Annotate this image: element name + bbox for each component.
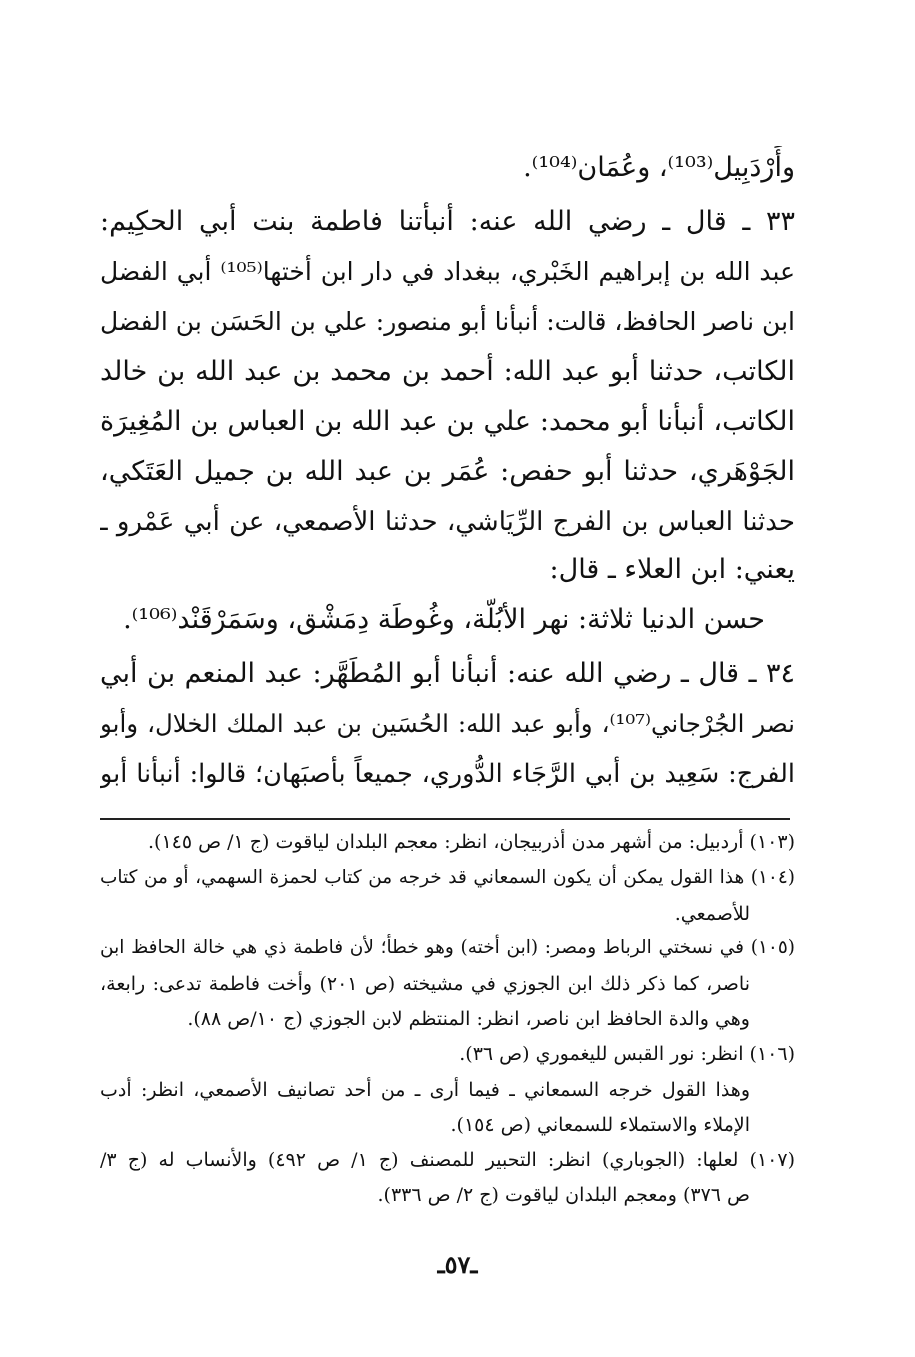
- footnote-105-line-3: وهي والدة الحافظ ابن ناصر، انظر: المنتظم لابن الجوزي (ج ١٠/ص ٨٨).: [187, 1008, 750, 1030]
- footnote-106-line-3: الإملاء والاستملاء للسمعاني (ص ١٥٤).: [450, 1114, 750, 1136]
- page-number: ـ٥٧ـ: [437, 1250, 478, 1279]
- opening-line: وأَرْدَبِيل⁽¹⁰³⁾، وعُمَان⁽¹⁰⁴⁾.: [523, 152, 795, 183]
- footnote-107-line-2: ص ٣٧٦) ومعجم البلدان لياقوت (ج ٢/ ص ٣٣٦).: [377, 1184, 750, 1206]
- paragraph-33-line-5: الكاتب، أنبأنا أبو محمد: علي بن عبد الله بن العباس بن المُغِيرَة: [100, 406, 795, 437]
- paragraph-33-line-1: ٣٣ ـ قال ـ رضي الله عنه: أنبأتنا فاطمة بنت أبي الحكِيم:: [100, 206, 795, 237]
- footnote-107-line-1: (١٠٧) لعلها: (الجوباري) انظر: التحبير للمصنف (ج ١/ ص ٤٩٢) والأنساب له (ج ٣/: [100, 1149, 795, 1171]
- footnote-106-line-1: (١٠٦) انظر: نور القبس لليغموري (ص ٣٦).: [459, 1043, 795, 1065]
- paragraph-33-line-3: ابن ناصر الحافظ، قالت: أنبأنا أبو منصور: علي بن الحَسَن بن الفضل: [100, 307, 795, 336]
- paragraph-34-line-2: نصر الجُرْجاني⁽¹⁰⁷⁾، وأبو عبد الله: الحُسَين بن عبد الملك الخلال، وأبو: [100, 709, 795, 738]
- paragraph-34-line-1: ٣٤ ـ قال ـ رضي الله عنه: أنبأنا أبو المُطَهَّر: عبد المنعم بن أبي: [100, 658, 795, 689]
- paragraph-33-line-8: يعني: ابن العلاء ـ قال:: [549, 554, 795, 585]
- footnote-105-line-2: ناصر، كما ذكر ذلك ابن الجوزي في مشيخته (ص ٢٠١) وأخت فاطمة تدعى: رابعة،: [100, 973, 750, 995]
- footnote-106-line-2: وهذا القول خرجه السمعاني ـ فيما أرى ـ من أحد تصانيف الأصمعي، انظر: أدب: [100, 1079, 750, 1101]
- footnote-separator: [100, 818, 790, 820]
- paragraph-33-line-4: الكاتب، حدثنا أبو عبد الله: أحمد بن محمد بن عبد الله بن خالد: [100, 356, 795, 387]
- quote-line: حسن الدنيا ثلاثة: نهر الأبُلَّة، وغُوطَة دِمَشْق، وسَمَرْقَنْد⁽¹⁰⁶⁾.: [123, 604, 765, 635]
- paragraph-33-line-6: الجَوْهَري، حدثنا أبو حفص: عُمَر بن عبد الله بن جميل العَتَكي،: [100, 456, 795, 487]
- footnote-104-line-2: للأصمعي.: [674, 903, 750, 925]
- footnote-104-line-1: (١٠٤) هذا القول يمكن أن يكون السمعاني قد خرجه من كتاب لحمزة السهمي، أو من كتاب: [100, 867, 795, 888]
- footnote-103: (١٠٣) أردبيل: من أشهر مدن أذربيجان، انظر: معجم البلدان لياقوت (ج ١/ ص ١٤٥).: [148, 831, 795, 853]
- paragraph-34-line-3: الفرج: سَعِيد بن أبي الرَّجَاء الدُّوري، جميعاً بأصبَهان؛ قالوا: أنبأنا أبو: [100, 759, 795, 789]
- paragraph-33-line-7: حدثنا العباس بن الفرج الرِّيَاشي، حدثنا الأصمعي، عن أبي عَمْرو ـ: [100, 507, 795, 537]
- footnote-105-line-1: (١٠٥) في نسختي الرباط ومصر: (ابن أخته) وهو خطأ؛ لأن فاطمة ذي هي خالة الحافظ ابن: [100, 937, 795, 958]
- paragraph-33-line-2: عبد الله بن إبراهيم الخَبْري، ببغداد في دار ابن أختها⁽¹⁰⁵⁾ أبي الفضل: [100, 257, 795, 286]
